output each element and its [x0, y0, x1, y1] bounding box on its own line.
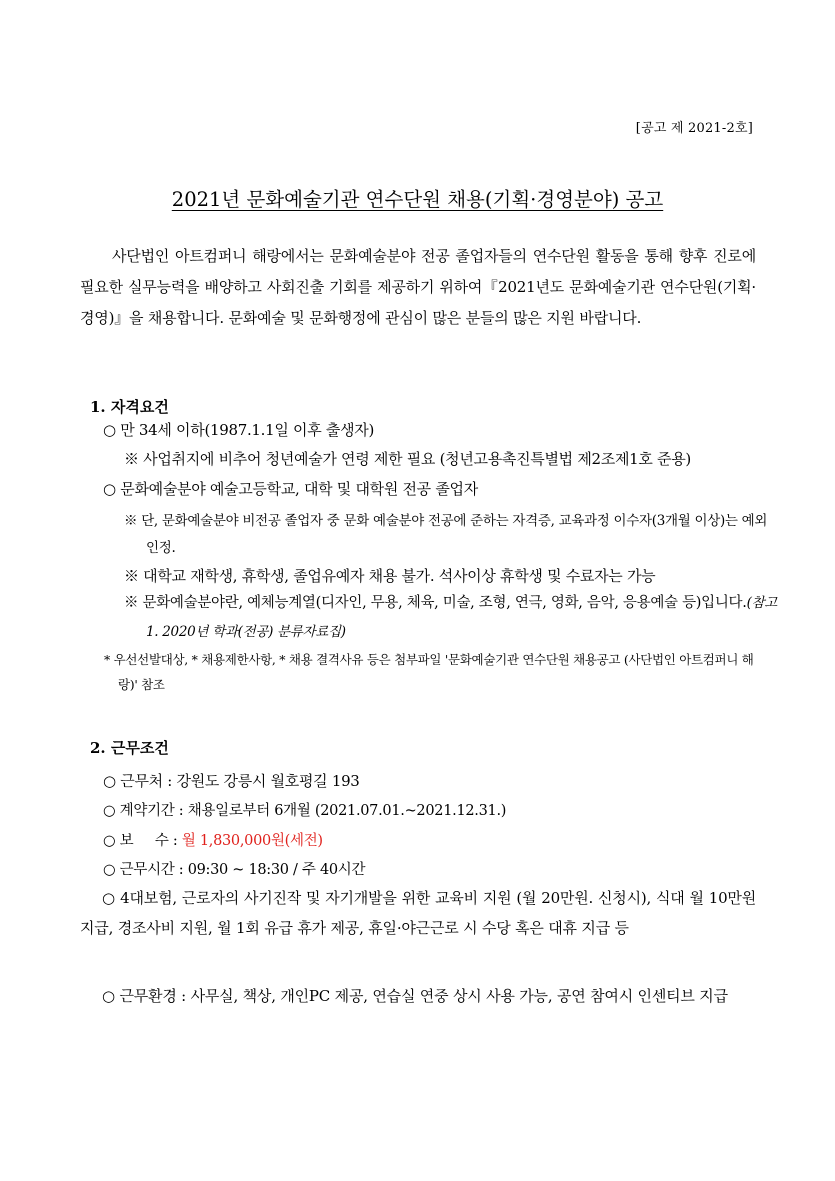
environment-paragraph: ○ 근무환경 : 사무실, 책상, 개인PC 제공, 연습실 연중 상시 사용 가능, 공연 참여시 인센티브 지급 [102, 987, 728, 1005]
qualification-exception-note: ※ 단, 문화예술분야 비전공 졸업자 중 문화 예술분야 전공에 준하는 자격증, 교육과정 이수자(3개월 이상)는 예외 인정. [124, 513, 768, 556]
salary-value: 월 1,830,000원(세전) [181, 833, 323, 849]
qualification-student-note: ※ 대학교 재학생, 휴학생, 졸업유예자 채용 불가. 석사이상 휴학생 및 수료자는 가능 [124, 567, 656, 585]
qualification-age: ○ 만 34세 이하(1987.1.1일 이후 출생자) [103, 421, 375, 439]
field-note-text: ※ 문화예술분야란, 예체능계열(디자인, 무용, 체육, 미술, 조형, 연극, 영화, 음악, 응용예술 등)입니다. [124, 595, 747, 611]
section1-heading: 1. 자격요건 [90, 398, 169, 416]
benefits-paragraph: ○ 4대보험, 근로자의 사기진작 및 자기개발을 위한 교육비 지원 (월 20만원. 신청시), 식대 월 10만원 지급, 경조사비 지원, 월 1회 유급 휴가 제공, 휴일·야근근로 시 수당 혹은 대휴 지급 등 [80, 889, 756, 937]
selection-footnote: * 우선선발대상, * 채용제한사항, * 채용 결격사유 등은 첨부파일 '문화예술기관 연수단원 채용공고 (사단법인 아트컴퍼니 해랑)' 참조 [104, 652, 754, 692]
intro-paragraph: 사단법인 아트컴퍼니 해랑에서는 문화예술분야 전공 졸업자들의 연수단원 활동을 통해 향후 진로에 필요한 실무능력을 배양하고 사회진출 기회를 제공하기 위하여『2021년도 문화예술기관 연수단원(기획·경영)』을 채용합니다. 문화예술 및 문화행정에 관심이 많은 분들의 많은 지원 바랍니다. [80, 247, 756, 327]
qualification-education: ○ 문화예술분야 예술고등학교, 대학 및 대학원 전공 졸업자 [103, 480, 478, 498]
page-title [0, 184, 835, 212]
salary [103, 829, 323, 850]
salary-label: ○ 보 수 : [103, 833, 182, 849]
notice-number: [공고 제 2021-2호] [635, 121, 753, 136]
qualification-age-note: ※ 사업취지에 비추어 청년예술가 연령 제한 필요 (청년고용촉진특별법 제2조제1호 준용) [124, 450, 691, 468]
work-hours: ○ 근무시간 : 09:30 ~ 18:30 / 주 40시간 [103, 862, 366, 878]
field-note-reference: (참고1. 2020년 학과(전공) 분류자료집) [146, 595, 778, 640]
qualification-field-note [124, 589, 778, 647]
work-place: ○ 근무처 : 강원도 강릉시 월호평길 193 [103, 772, 360, 790]
section2-heading: 2. 근무조건 [90, 739, 169, 757]
title-text: 2021년 문화예술기관 연수단원 채용(기획·경영분야) 공고 [171, 188, 664, 211]
contract-period: ○ 계약기간 : 채용일로부터 6개월 (2021.07.01.~2021.12.31.) [103, 803, 507, 819]
